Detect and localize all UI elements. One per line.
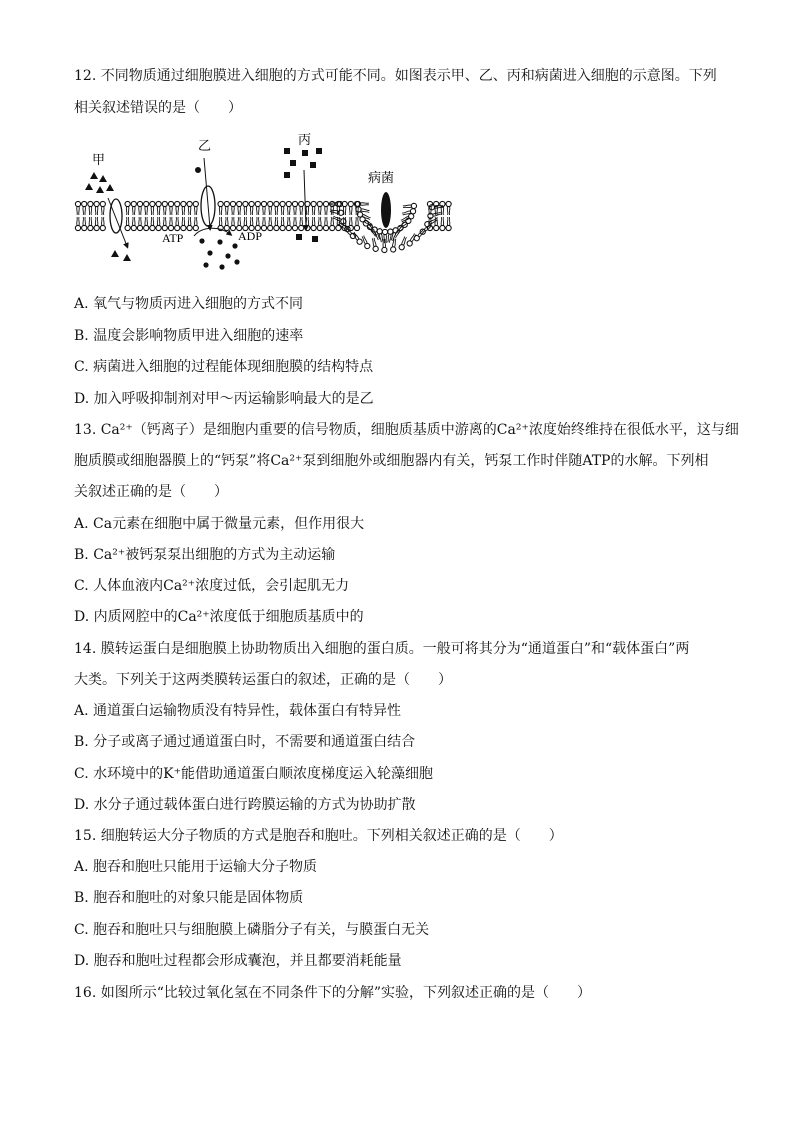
label-bing: 丙: [298, 132, 312, 147]
yi-molecules: [199, 238, 239, 269]
label-yi: 乙: [198, 138, 212, 153]
q12-option-d: D. 加入呼吸抑制剂对甲～丙运输影响最大的是乙: [74, 391, 374, 407]
q15-option-a: A. 胞吞和胞吐只能用于运输大分子物质: [74, 859, 318, 875]
q13-stem-line3: 关叙述正确的是（ ）: [74, 484, 228, 500]
label-adp: ADP: [238, 229, 263, 243]
q14-stem-line1: 14. 膜转运蛋白是细胞膜上协助物质出入细胞的蛋白质。一般可将其分为“通道蛋白”和“载体蛋白”两: [74, 641, 690, 657]
q16-stem-line1: 16. 如图所示“比较过氧化氢在不同条件下的分解”实验，下列叙述正确的是（ ）: [74, 985, 592, 1001]
q14-option-a: A. 通道蛋白运输物质没有特异性，载体蛋白有特异性: [74, 703, 402, 719]
q13-stem-line2: 胞质膜或细胞器膜上的“钙泵”将Ca²⁺泵到细胞外或细胞器内有关，钙泵工作时伴随ATP的水解。下列相: [74, 453, 709, 469]
bing-arrow: [304, 170, 306, 228]
q13-option-d: D. 内质网腔中的Ca²⁺浓度低于细胞质基质中的: [74, 609, 364, 625]
membrane-transport-figure: [70, 128, 460, 278]
q15-option-d: D. 胞吞和胞吐过程都会形成囊泡，并且都要消耗能量: [74, 953, 402, 969]
q12-option-b: B. 温度会影响物质甲进入细胞的速率: [74, 328, 304, 344]
label-atp: ATP: [162, 231, 184, 245]
bacterium: [381, 192, 391, 228]
q12-option-a: A. 氧气与物质丙进入细胞的方式不同: [74, 296, 304, 312]
q12-option-c: C. 病菌进入细胞的过程能体现细胞膜的结构特点: [74, 359, 374, 375]
q12-stem-line2: 相关叙述错误的是（ ）: [74, 100, 242, 116]
membrane-outer-layer: [75, 201, 451, 243]
q14-stem-line2: 大类。下列关于这两类膜转运蛋白的叙述，正确的是（ ）: [74, 672, 452, 688]
label-jia: 甲: [92, 152, 106, 167]
q14-option-d: D. 水分子通过载体蛋白进行跨膜运输的方式为协助扩散: [74, 797, 416, 813]
q12-stem-line1: 12. 不同物质通过细胞膜进入细胞的方式可能不同。如图表示甲、乙、丙和病菌进入细胞的示意图。下列: [74, 68, 717, 84]
jia-molecules: [85, 172, 131, 261]
q13-stem-line1: 13. Ca²⁺（钙离子）是细胞内重要的信号物质，细胞质基质中游离的Ca²⁺浓度始终维持在很低水平，这与细: [74, 422, 739, 438]
q15-stem-line1: 15. 细胞转运大分子物质的方式是胞吞和胞吐。下列相关叙述正确的是（ ）: [74, 828, 563, 844]
q14-option-b: B. 分子或离子通过通道蛋白时，不需要和通道蛋白结合: [74, 734, 416, 750]
q15-option-c: C. 胞吞和胞吐只与细胞膜上磷脂分子有关，与膜蛋白无关: [74, 922, 430, 938]
membrane-inner-layer: [75, 201, 451, 252]
label-bingjun: 病菌: [368, 170, 395, 185]
q14-option-c: C. 水环境中的K⁺能借助通道蛋白顺浓度梯度运入轮藻细胞: [74, 766, 433, 782]
q13-option-b: B. Ca²⁺被钙泵泵出细胞的方式为主动运输: [74, 547, 336, 563]
q13-option-a: A. Ca元素在细胞中属于微量元素，但作用很大: [74, 516, 365, 532]
q15-option-b: B. 胞吞和胞吐的对象只能是固体物质: [74, 890, 304, 906]
q13-option-c: C. 人体血液内Ca²⁺浓度过低，会引起肌无力: [74, 578, 350, 594]
